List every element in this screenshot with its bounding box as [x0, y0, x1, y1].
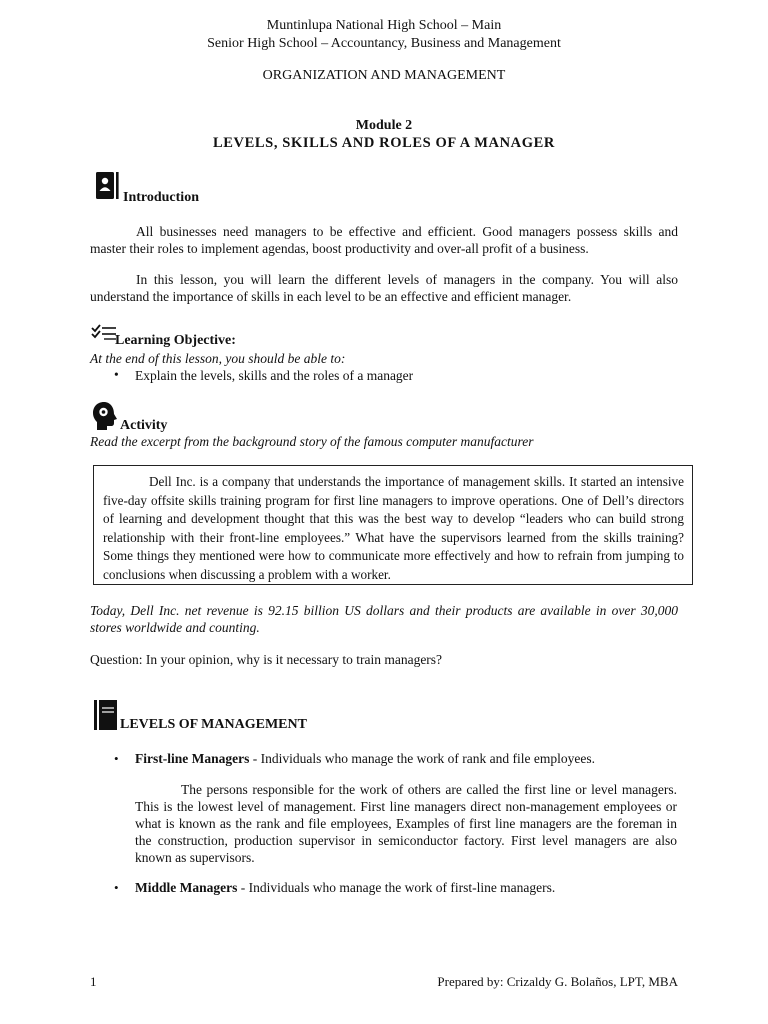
- contact-card-icon: [96, 172, 120, 205]
- subject-title: ORGANIZATION AND MANAGEMENT: [262, 68, 506, 83]
- levels-bullet-1: •: [114, 751, 119, 766]
- level-term: First-line Managers: [135, 751, 250, 766]
- level-detail-first-line: The persons responsible for the work of others are called the first line or level managers. This is the lowest level of management. First line managers direct non-management employees or what is known as the rank and file employees, Examples of first line managers are the foreman in the construction, production supervisor in semiconductor factory. First level managers are also known as supervisors.: [135, 782, 677, 865]
- school-name: Muntinlupa National High School – Main: [266, 18, 502, 33]
- levels-bullet-2: •: [114, 880, 119, 895]
- objective-item: Explain the levels, skills and the roles of a manager: [135, 368, 414, 383]
- book-icon: [94, 700, 118, 735]
- levels-heading: LEVELS OF MANAGEMENT: [120, 717, 307, 732]
- introduction-heading: Introduction: [123, 190, 199, 205]
- level-term: Middle Managers: [135, 880, 238, 895]
- page-number: 1: [90, 974, 97, 989]
- module-title: LEVELS, SKILLS AND ROLES OF A MANAGER: [213, 135, 555, 151]
- objective-intro: At the end of this lesson, you should be able to:: [90, 351, 346, 366]
- objective-heading: Learning Objective:: [115, 333, 236, 348]
- introduction-paragraph-1: All businesses need managers to be effective and efficient. Good managers possess skills and master their roles to implement agendas, boost productivity and over-all profit of a business.: [90, 224, 678, 256]
- activity-question: Question: In your opinion, why is it necessary to train managers?: [90, 652, 443, 667]
- activity-instruction: Read the excerpt from the background story of the famous computer manufacturer: [90, 434, 534, 449]
- level-item-first-line: [135, 750, 595, 767]
- level-item-middle: [135, 879, 555, 896]
- head-gear-icon: [92, 401, 118, 436]
- excerpt-box: Dell Inc. is a company that understands the importance of management skills. It started an intensive five-day offsite skills training program for first line managers to improve operations. One of Dell’s directors of learning and development thought that this was the best way to develop “leaders who can build strong relationship with their front-line employees.” What have the supervisors learned from the skills training? Some things they mentioned were how to communicate more effectively and how to refrain from jumping to conclusions when discussing a problem with a worker.: [93, 465, 693, 585]
- level-definition: - Individuals who manage the work of rank and file employees.: [249, 751, 596, 766]
- activity-heading: Activity: [120, 418, 168, 433]
- introduction-paragraph-2: In this lesson, you will learn the different levels of managers in the company. You will also understand the importance of skills in each level to be an effective and efficient manager.: [90, 272, 678, 304]
- strand-name: Senior High School – Accountancy, Business and Management: [207, 36, 561, 51]
- level-definition: - Individuals who manage the work of first-line managers.: [237, 880, 556, 895]
- checklist-icon: [91, 323, 117, 346]
- activity-note: Today, Dell Inc. net revenue is 92.15 billion US dollars and their products are available in over 30,000 stores worldwide and counting.: [90, 603, 678, 635]
- module-number: Module 2: [355, 118, 413, 133]
- prepared-by: Prepared by: Crizaldy G. Bolaños, LPT, MBA: [437, 974, 678, 989]
- objective-bullet-icon: •: [114, 367, 119, 382]
